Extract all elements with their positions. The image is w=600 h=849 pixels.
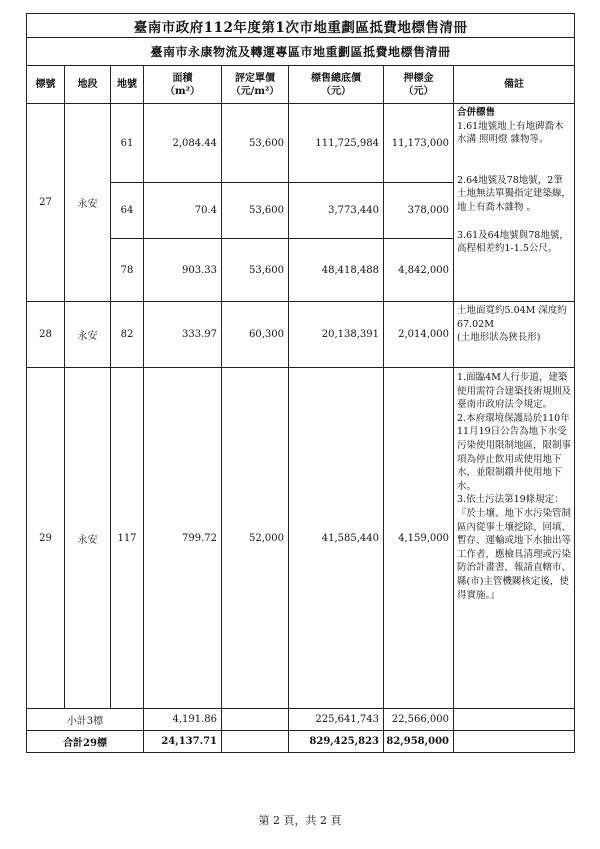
total-deposit: 82,958,000	[384, 731, 454, 753]
remark-line: 土地面寬約5.04M 深度約67.02M	[457, 305, 567, 330]
table-row	[27, 302, 575, 368]
base-price-cell: 20,138,391	[289, 302, 384, 368]
total-label: 合計29標	[27, 731, 144, 753]
lot-no-cell: 29	[27, 368, 65, 709]
subtotal-base-price: 225,641,743	[289, 709, 384, 731]
total-remarks-empty	[454, 731, 575, 753]
remark-line: 3.依土污法第19條規定：『於土壤、地下水污染管制區內從事土壤挖除、回填、暫存、運輸或地下水抽出等工作者，應檢具清理或污染防治計畫書，報請直轄市、縣(市)主管機關核定後，使得實施。』	[457, 494, 572, 601]
parcel-no-cell: 61	[111, 104, 144, 183]
remark-line: 2.本府環境保護局於110年11月19日公告為地下水受污染使用限制地區，限制事項為停止飲用或使用地下水，並限制鑽井使用地下水。	[457, 412, 572, 492]
deposit-cell: 4,159,000	[384, 368, 454, 709]
section-cell: 永安	[65, 302, 111, 368]
subtotal-row	[27, 709, 575, 731]
auction-table	[26, 13, 575, 753]
deposit-cell: 11,173,000	[384, 104, 454, 183]
base-price-cell: 48,418,488	[289, 239, 384, 302]
document-subtitle: 臺南市永康物流及轉運專區市地重劃區抵費地標售清冊	[27, 38, 575, 66]
section-cell: 永安	[65, 368, 111, 709]
remark-line: (土地形狀為狹長形)	[457, 332, 541, 344]
header-area: 面積 （m²）	[144, 66, 222, 104]
remark-line: 3.61及64地號與78地號，高程相差約1-1.5公尺。	[457, 229, 569, 255]
table-header-row	[27, 66, 575, 104]
unit-price-cell: 60,300	[222, 302, 289, 368]
remark-line: 2.64地號及78地號，2筆土地無法單獨指定建築線，地上有喬木雜物 。	[457, 174, 572, 213]
remarks-cell	[454, 104, 575, 302]
deposit-cell: 2,014,000	[384, 302, 454, 368]
deposit-cell: 378,000	[384, 183, 454, 239]
parcel-no-cell: 78	[111, 239, 144, 302]
header-deposit: 押標金 （元）	[384, 66, 454, 104]
base-price-cell: 3,773,440	[289, 183, 384, 239]
header-section: 地段	[65, 66, 111, 104]
page-number: 第 2 頁，共 2 頁	[258, 814, 342, 827]
subtotal-area: 4,191.86	[144, 709, 222, 731]
area-cell: 70.4	[144, 183, 222, 239]
subtotal-label: 小計3標	[27, 709, 144, 731]
section-cell: 永安	[65, 104, 111, 302]
unit-price-cell: 53,600	[222, 183, 289, 239]
area-cell: 333.97	[144, 302, 222, 368]
subtotal-unit-price-empty	[222, 709, 289, 731]
table-row	[27, 368, 575, 709]
lot-no-cell: 28	[27, 302, 65, 368]
area-cell: 799.72	[144, 368, 222, 709]
area-cell: 903.33	[144, 239, 222, 302]
header-parcel-no: 地號	[111, 66, 144, 104]
header-remarks: 備註	[454, 66, 575, 104]
remarks-cell	[454, 302, 575, 368]
unit-price-cell: 53,600	[222, 104, 289, 183]
header-base-price: 標售總底價 （元）	[289, 66, 384, 104]
unit-price-cell: 52,000	[222, 368, 289, 709]
remark-line: 1.面臨4M人行步道，建築使用需符合建築技術規則及臺南市政府法令規定。	[457, 372, 572, 411]
remark-line: 1.61地號地上有地碑喬木 水溝 照明燈 雜物等。	[457, 120, 564, 146]
lot-no-cell: 27	[27, 104, 65, 302]
subtotal-remarks-empty	[454, 709, 575, 731]
total-area: 24,137.71	[144, 731, 222, 753]
area-cell: 2,084.44	[144, 104, 222, 183]
parcel-no-cell: 82	[111, 302, 144, 368]
table-row	[27, 104, 575, 183]
parcel-no-cell: 64	[111, 183, 144, 239]
document-title: 臺南市政府112年度第1次市地重劃區抵費地標售清冊	[27, 14, 575, 38]
unit-price-cell: 53,600	[222, 239, 289, 302]
total-unit-price-empty	[222, 731, 289, 753]
remarks-cell	[454, 368, 575, 709]
subtotal-deposit: 22,566,000	[384, 709, 454, 731]
total-row	[27, 731, 575, 753]
base-price-cell: 111,725,984	[289, 104, 384, 183]
total-base-price: 829,425,823	[289, 731, 384, 753]
parcel-no-cell: 117	[111, 368, 144, 709]
remark-line: 合併標售	[457, 107, 496, 118]
base-price-cell: 41,585,440	[289, 368, 384, 709]
deposit-cell: 4,842,000	[384, 239, 454, 302]
header-unit-price: 評定單價 （元/m²）	[222, 66, 289, 104]
auction-list-sheet	[26, 13, 574, 753]
header-lot-no: 標號	[27, 66, 65, 104]
